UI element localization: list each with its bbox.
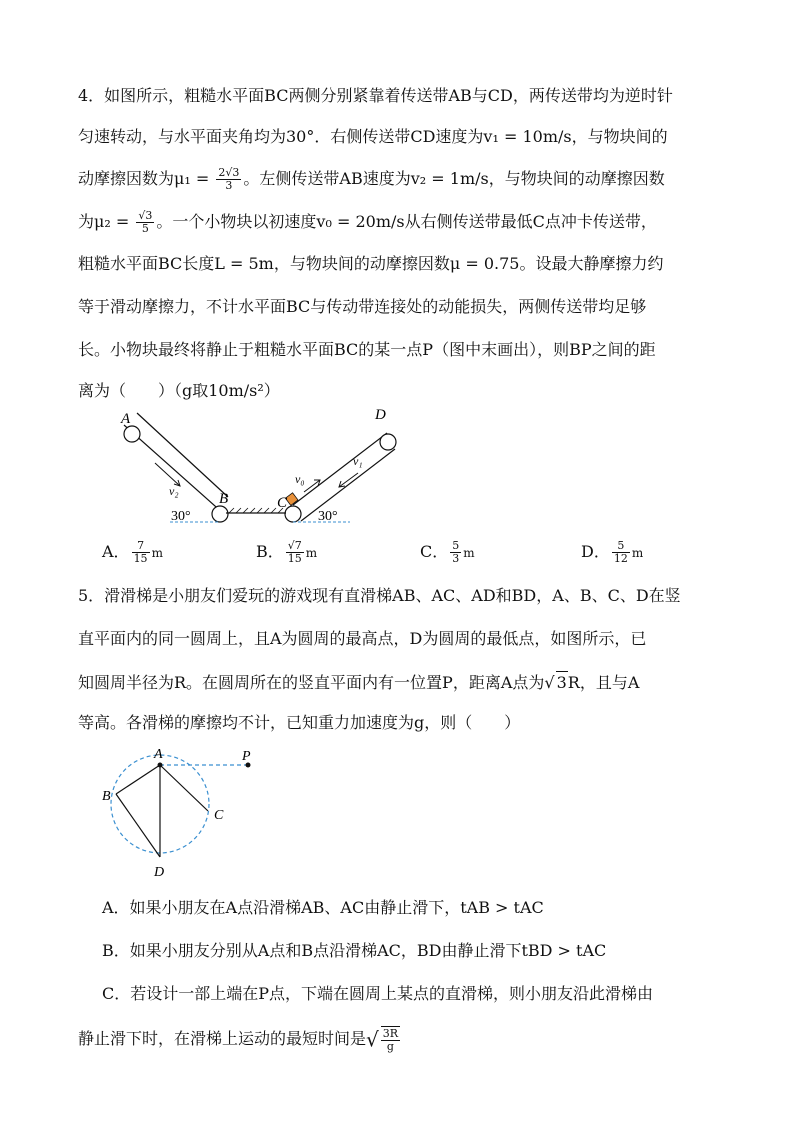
sqrt-num: 3R — [382, 1027, 399, 1040]
v2-arrow — [155, 463, 180, 486]
label-v0: v₀ — [295, 472, 305, 486]
option-label: B． — [256, 542, 284, 561]
slide-ac — [160, 765, 208, 811]
option-den: 12 — [613, 552, 628, 565]
option-num: 7 — [132, 540, 150, 553]
q5-line-4: 等高。各滑梯的摩擦均不计，已知重力加速度为g，则（ ） — [78, 713, 521, 732]
q5-option-b[interactable]: B．如果小朋友分别从A点和B点沿滑梯AC，BD由静止滑下tBD > tAC — [102, 941, 607, 960]
option-unit: m — [463, 546, 475, 560]
q4-line-1: 4．如图所示，粗糙水平面BC两侧分别紧靠着传送带AB与CD，两传送带均为逆时针 — [78, 86, 673, 105]
pulley-c — [285, 506, 301, 522]
left-belt-ab — [124, 413, 228, 522]
q5-option-c-line-2[interactable]: 静止滑下时，在滑梯上运动的最短时间是√ $\frac{3R}{g}$ — [78, 1027, 399, 1053]
q5-line-3-pre: 知圆周半径为R。在圆周所在的竖直平面内有一位置P，距离A点为 — [78, 673, 545, 692]
label-c: C — [214, 808, 224, 823]
option-den: 15 — [287, 552, 302, 565]
q4-line-4-post: 。一个小物块以初速度v₀ = 20m/s从右侧传送带最低C点冲卡传送带， — [156, 212, 657, 231]
q4-mu1-den: 3 — [225, 179, 233, 192]
label-d: D — [154, 865, 165, 880]
angle-right-label: 30° — [318, 509, 338, 524]
slide-ab — [116, 765, 160, 794]
q4-mu1-num: 2√3 — [218, 166, 240, 179]
q5-option-a[interactable]: A．如果小朋友在A点沿滑梯AB、AC由静止滑下，tAB > tAC — [102, 898, 544, 917]
q4-mu1-fraction — [216, 167, 241, 192]
q4-conveyor-figure — [105, 407, 425, 535]
label-v2: v₂ — [169, 484, 179, 498]
q4-line-4-pre: 为μ₂ = — [78, 212, 135, 231]
q4-option-a[interactable] — [102, 540, 163, 565]
q4-line-3 — [78, 167, 665, 192]
q4-line-3-pre: 动摩擦因数为μ₁ = — [78, 169, 215, 188]
label-a: A — [121, 411, 131, 427]
option-num: √7 — [287, 539, 302, 552]
q4-line-7: 长。小物块最终将静止于粗糙水平面BC的某一点P（图中末画出），则BP之间的距 — [78, 340, 656, 359]
q4-line-8: 离为（ ）（g取10m/s²） — [78, 381, 280, 400]
q5-line-3: 知圆周半径为R。在圆周所在的竖直平面内有一位置P，距离A点为√ 3R，且与A — [78, 673, 640, 692]
option-fraction — [612, 540, 630, 565]
block — [285, 493, 298, 506]
q5-option-c-sqrt — [381, 1026, 400, 1053]
q5-option-c-line-1[interactable]: C．若设计一部上端在P点，下端在圆周上某点的直滑梯，则小朋友沿此滑梯由 — [102, 984, 654, 1003]
point-a — [158, 763, 163, 768]
option-unit: m — [631, 546, 644, 560]
pulley-a — [124, 426, 140, 442]
angle-left-label: 30° — [171, 509, 191, 524]
option-num: 5 — [612, 540, 630, 553]
option-unit: m — [151, 546, 163, 560]
q4-line-5: 粗糙水平面BC长度L = 5m，与物块间的动摩擦因数μ = 0.75。设最大静摩擦力约 — [78, 254, 664, 273]
option-fraction — [450, 540, 461, 565]
sqrt-den: g — [386, 1040, 394, 1053]
q4-option-d[interactable] — [581, 540, 643, 565]
q5-line-2: 直平面内的同一圆周上，且A为圆周的最高点，D为圆周的最低点，如图所示，已 — [78, 629, 647, 648]
option-label: A． — [102, 542, 130, 561]
q4-mu2-fraction — [136, 210, 154, 235]
label-c: C — [277, 495, 288, 511]
option-fraction — [132, 540, 150, 565]
q4-option-b[interactable] — [256, 540, 317, 565]
label-p: P — [242, 749, 251, 764]
q5-circle-figure — [96, 748, 276, 888]
pulley-d — [380, 434, 396, 450]
option-unit: m — [305, 546, 318, 560]
q5-sqrt-value: 3 — [556, 673, 567, 692]
q5-option-c-pre: 静止滑下时，在滑梯上运动的最短时间是 — [78, 1029, 367, 1048]
q4-line-4 — [78, 210, 657, 235]
q4-mu2-den: 5 — [141, 222, 149, 235]
label-b: B — [219, 491, 229, 507]
label-d: D — [375, 407, 386, 423]
label-v1: v₁ — [353, 454, 363, 468]
q4-line-3-post: 。左侧传送带AB速度为v₂ = 1m/s，与物块间的动摩擦因数 — [243, 169, 665, 188]
option-num: 5 — [452, 539, 460, 552]
q5-line-3-post: R，且与A — [567, 673, 640, 692]
q4-line-6: 等于滑动摩擦力，不计水平面BC与传动带连接处的动能损失，两侧传送带均足够 — [78, 297, 647, 316]
option-label: C． — [420, 542, 449, 561]
q4-mu2-num: √3 — [138, 209, 153, 222]
pulley-b — [212, 506, 228, 522]
option-fraction — [286, 540, 304, 565]
q5-line-1: 5．滑滑梯是小朋友们爱玩的游戏现有直滑梯AB、AC、AD和BD，A、B、C、D在竖 — [78, 586, 681, 605]
option-den: 15 — [133, 552, 148, 565]
label-a: A — [154, 747, 163, 762]
option-den: 3 — [452, 552, 460, 565]
option-label: D． — [581, 542, 610, 561]
q4-line-2: 匀速转动，与水平面夹角均为30°．右侧传送带CD速度为v₁ = 10m/s，与物块间的 — [78, 127, 668, 146]
label-b: B — [102, 789, 111, 804]
q4-option-c[interactable] — [420, 540, 475, 565]
